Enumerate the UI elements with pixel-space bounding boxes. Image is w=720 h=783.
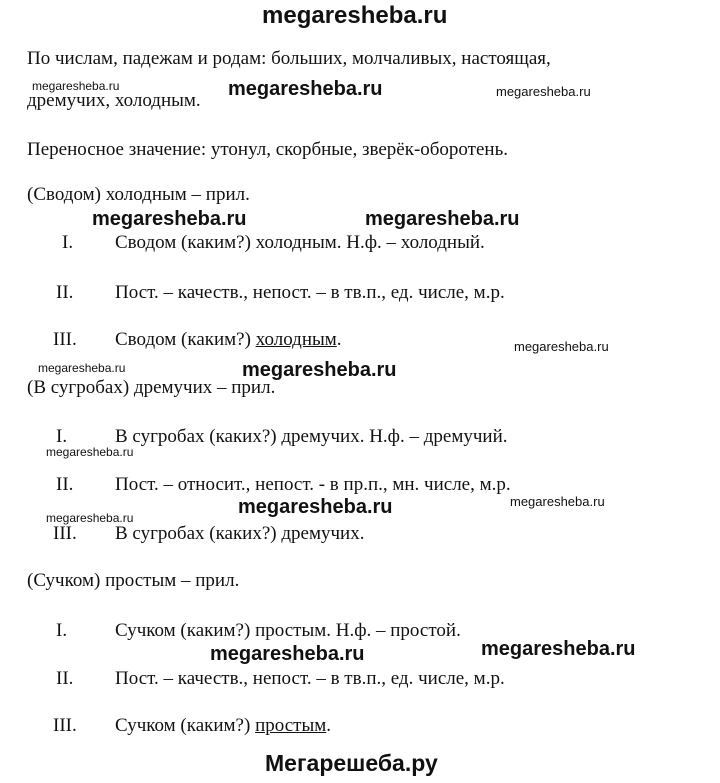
watermark: megaresheba.ru [496, 84, 591, 99]
watermark: megaresheba.ru [46, 511, 134, 525]
item-text: Пост. – качеств., непост. – в тв.п., ед. числе, м.р. [115, 282, 505, 303]
item-number: III. [53, 523, 77, 544]
figurative-meaning: Переносное значение: утонул, скорбные, зверёк-оборотень. [27, 139, 509, 160]
watermark: megaresheba.ru [32, 79, 120, 93]
item-number: II. [56, 474, 74, 495]
item-text: Сводом (каким?) холодным. [115, 329, 342, 350]
intro-line-2: дремучих, холодным. [27, 90, 201, 111]
footer-site-title: Мегарешеба.ру [265, 750, 438, 776]
item-text: Сучком (каким?) простым. Н.ф. – простой. [115, 620, 461, 641]
item-number: I. [56, 426, 68, 447]
watermark: megaresheba.ru [228, 78, 383, 100]
item-text: Пост. – качеств., непост. – в тв.п., ед. числе, м.р. [115, 668, 505, 689]
group-heading: (В сугробах) дремучих – прил. [27, 377, 276, 398]
item-number: II. [56, 668, 74, 689]
group-heading: (Сучком) простым – прил. [27, 570, 240, 591]
watermark: megaresheba.ru [510, 494, 605, 509]
watermark: megaresheba.ru [365, 208, 520, 230]
item-text: Пост. – относит., непост. - в пр.п., мн. числе, м.р. [115, 474, 511, 495]
item-number: I. [62, 232, 74, 253]
intro-line-1: По числам, падежам и родам: больших, молчаливых, настоящая, [27, 48, 551, 69]
watermark: megaresheba.ru [38, 361, 126, 375]
underlined-word: холодным [255, 329, 337, 350]
item-number: I. [56, 620, 68, 641]
watermark: megaresheba.ru [242, 359, 397, 381]
watermark: megaresheba.ru [238, 496, 393, 518]
item-text: Сводом (каким?) холодным. Н.ф. – холодный. [115, 232, 485, 253]
watermark: megaresheba.ru [514, 339, 609, 354]
item-text: В сугробах (каких?) дремучих. Н.ф. – дремучий. [115, 426, 508, 447]
group-heading: (Сводом) холодным – прил. [27, 184, 250, 205]
item-text: В сугробах (каких?) дремучих. [115, 523, 365, 544]
watermark: megaresheba.ru [481, 638, 636, 660]
header-site-title: megaresheba.ru [262, 2, 448, 29]
item-text: Сучком (каким?) простым. [115, 715, 331, 736]
watermark: megaresheba.ru [210, 643, 365, 665]
underlined-word: простым [255, 715, 327, 736]
watermark: megaresheba.ru [46, 445, 134, 459]
watermark: megaresheba.ru [92, 208, 247, 230]
item-number: III. [53, 715, 77, 736]
item-number: II. [56, 282, 74, 303]
item-number: III. [53, 329, 77, 350]
